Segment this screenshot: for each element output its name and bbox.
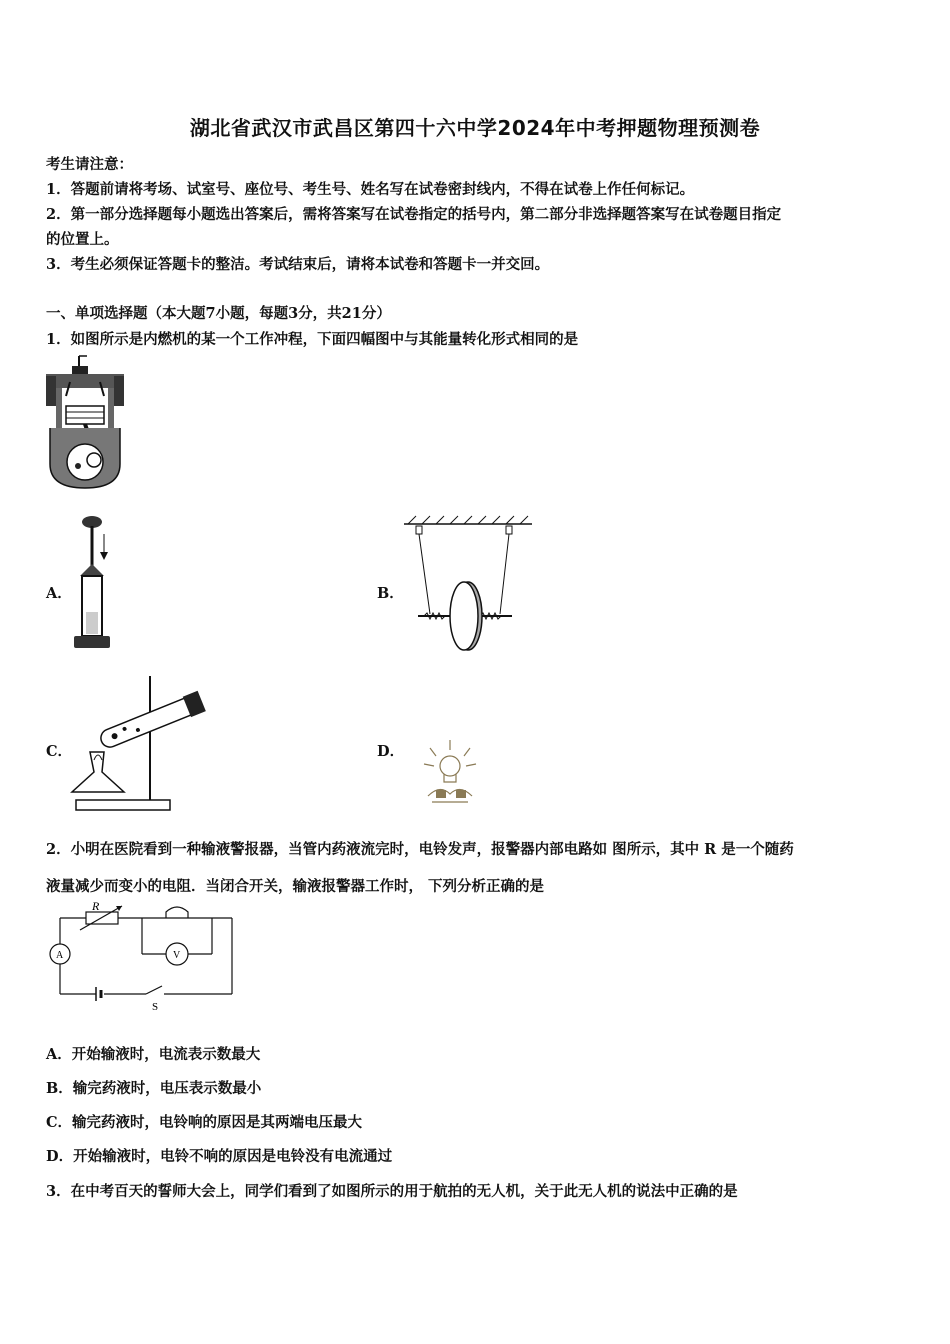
circuit-label-v: V (173, 950, 181, 961)
q2-circuit-figure (46, 899, 246, 1014)
notice-item-3: 3．考生必须保证答题卡的整洁。考试结束后，请将本试卷和答题卡一并交回。 (46, 256, 550, 273)
q1-option-b-figure (404, 514, 534, 654)
notice-item-2-cont: 的位置上。 (46, 231, 119, 248)
question-3-stem: 3．在中考百天的誓师大会上，同学们看到了如图所示的用于航拍的无人机，关于此无人机的说法中正确的是 (46, 1183, 738, 1200)
q1-option-d-figure (420, 738, 480, 808)
q1-option-a-label[interactable]: A． (46, 585, 72, 602)
question-2-stem-line-1: 2．小明在医院看到一种输液警报器，当管内药液流完时，电铃发声，报警器内部电路如 图所示，其中 R 是一个随药 (46, 841, 794, 858)
circuit-label-a: A (56, 950, 64, 961)
q2-option-b[interactable]: B．输完药液时，电压表示数最小 (46, 1080, 262, 1097)
q1-option-c-label[interactable]: C． (46, 743, 73, 760)
section-heading: 一、单项选择题（本大题7小题，每题3分，共21分） (46, 305, 391, 322)
q2-option-d[interactable]: D．开始输液时，电铃不响的原因是电铃没有电流通过 (46, 1148, 393, 1165)
q1-option-a-figure (72, 512, 112, 652)
q1-option-c-figure (72, 672, 214, 814)
circuit-label-r: R (92, 899, 100, 913)
circuit-label-s: S (152, 1001, 159, 1013)
notice-heading: 考生请注意： (46, 156, 133, 173)
q2-option-c[interactable]: C．输完药液时，电铃响的原因是其两端电压最大 (46, 1114, 363, 1131)
question-1-stem: 1．如图所示是内燃机的某一个工作冲程，下面四幅图中与其能量转化形式相同的是 (46, 331, 579, 348)
question-2-stem-line-2: 液量减少而变小的电阻．当闭合开关，输液报警器工作时， 下列分析正确的是 (46, 878, 545, 895)
q1-option-d-label[interactable]: D． (377, 743, 405, 760)
engine-figure (42, 354, 128, 492)
q1-option-b-label[interactable]: B． (377, 585, 404, 602)
notice-item-2: 2．第一部分选择题每小题选出答案后，需将答案写在试卷指定的括号内，第二部分非选择题答案写在试卷题目指定 (46, 206, 782, 223)
q2-option-a[interactable]: A．开始输液时，电流表示数最大 (46, 1046, 261, 1063)
page-title: 湖北省武汉市武昌区第四十六中学2024年中考押题物理预测卷 (189, 116, 761, 140)
notice-item-1: 1．答题前请将考场、试室号、座位号、考生号、姓名写在试卷密封线内，不得在试卷上作任何标记。 (46, 181, 695, 198)
